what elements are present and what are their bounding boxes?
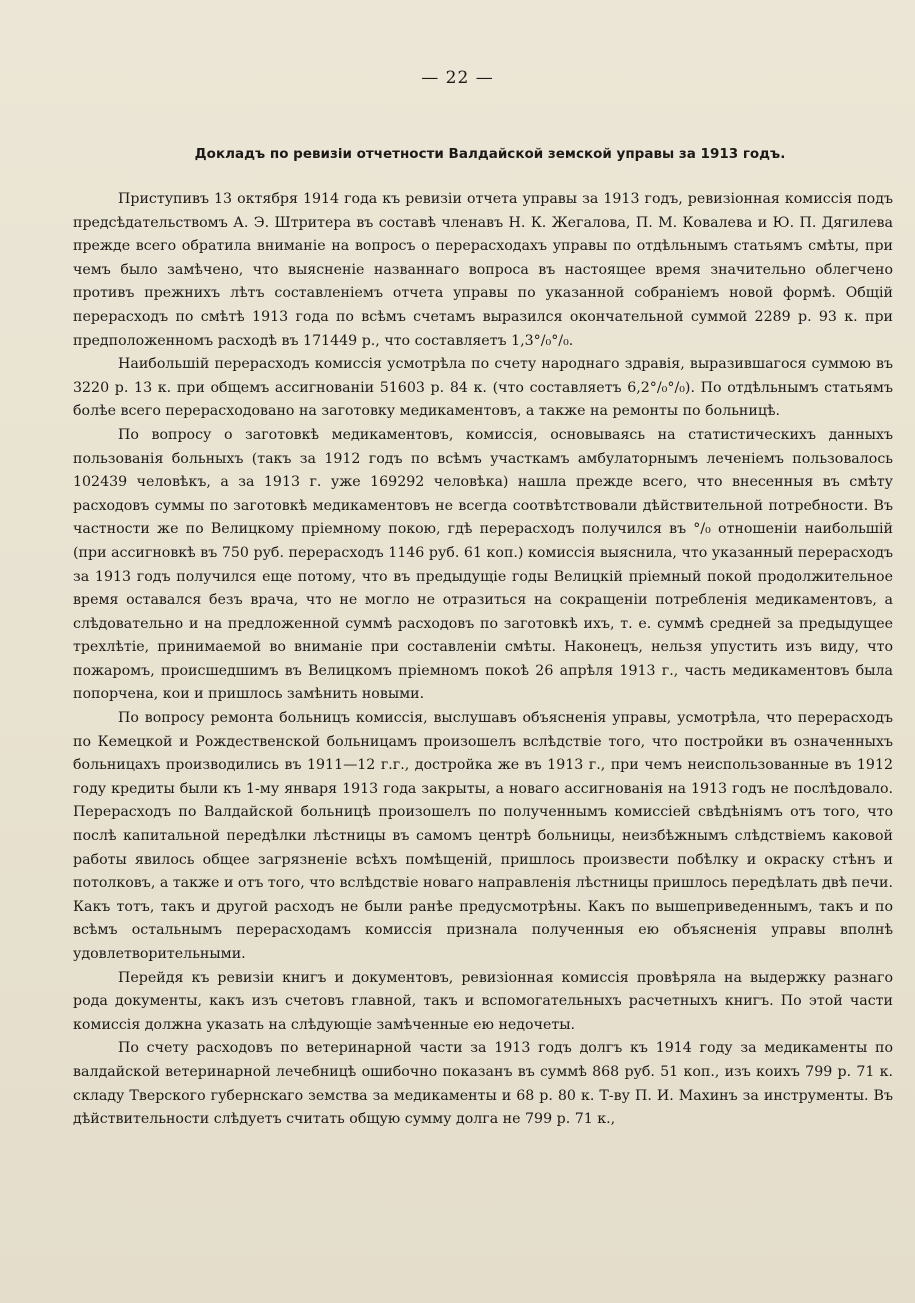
paragraph-4: По вопросу ремонта больницъ комиссія, выслушавъ объясненія управы, усмотрѣла, что перерасходъ по Кемецкой и Рождественской больницамъ произошелъ вслѣдствіе того, что постройки въ означенныхъ больницахъ производились въ 1911—12 г.г., достройка же въ 1913 г., при чемъ неиспользованные въ 1912 году кредиты были къ 1-му января 1913 года закрыты, а новаго ассигнованія на 1913 годъ не послѣдовало. Перерасходъ по Валдайской больницѣ произошелъ по полученнымъ комиссіей свѣдѣніямъ отъ того, что послѣ капитальной передѣлки лѣстницы въ самомъ центрѣ больницы, неизбѣжнымъ слѣдствіемъ каковой работы явилось общее загрязненіе всѣхъ помѣщеній, пришлось произвести побѣлку и окраску стѣнъ и потолковъ, а также и отъ того, что вслѣдствіе новаго направленія лѣстницы пришлось передѣлать двѣ печи. Какъ тотъ, такъ и другой расходъ не были ранѣе предусмотрѣны. Какъ по вышеприведеннымъ, такъ и по всѣмъ остальнымъ перерасходамъ комиссія признала полученныя ею объясненія управы вполнѣ удовлетворительными. [73,710,893,962]
document-body [73,188,893,1132]
document-title: Докладъ по ревизіи отчетности Валдайской земской управы за 1913 годъ. [194,146,786,162]
paragraph-2: Наибольшій перерасходъ комиссія усмотрѣла по счету народнаго здравія, выразившагося суммою въ 3220 р. 13 к. при общемъ ассигнованіи 51603 р. 84 к. (что составляетъ 6,2°/₀°/₀). По отдѣльнымъ статьямъ болѣе всего перерасходовано на заготовку медикаментовъ, а также на ремонты по больницѣ. [73,356,893,420]
paragraph-5: Перейдя къ ревизіи книгъ и документовъ, ревизіонная комиссія провѣряла на выдержку разнаго рода документы, какъ изъ счетовъ главной, такъ и вспомогательныхъ расчетныхъ книгъ. По этой части комиссія должна указать на слѣдующіе замѣченные ею недочеты. [73,969,893,1033]
page-number: — 22 — [421,68,494,88]
paragraph-1: Приступивъ 13 октября 1914 года къ ревизіи отчета управы за 1913 годъ, ревизіонная комиссія подъ предсѣдательствомъ А. Э. Штритера въ составѣ членавъ Н. К. Жегалова, П. М. Ковалева и Ю. П. Дягилева прежде всего обратила вниманіе на вопросъ о перерасходахъ управы по отдѣльнымъ статьямъ смѣты, при чемъ было замѣчено, что выясненіе названнаго вопроса въ настоящее время значительно облегчено противъ прежнихъ лѣтъ составленіемъ отчета управы по указанной собраніемъ новой формѣ. Общій перерасходъ по смѣтѣ 1913 года по всѣмъ счетамъ выразился окончательной суммой 2289 р. 93 к. при предположенномъ расходѣ въ 171449 р., что составляетъ 1,3°/₀°/₀. [73,191,893,349]
paragraph-3: По вопросу о заготовкѣ медикаментовъ, комиссія, основываясь на статистическихъ данныхъ пользованія больныхъ (такъ за 1912 годъ по всѣмъ участкамъ амбулаторнымъ леченіемъ пользовалось 102439 человѣкъ, а за 1913 г. уже 169292 человѣка) нашла прежде всего, что внесенныя въ смѣту расходовъ суммы по заготовкѣ медикаментовъ не всегда соотвѣтствовали дѣйствительной потребности. Въ частности же по Велицкому пріемному покою, гдѣ перерасходъ получился въ °/₀ отношеніи наибольшій (при ассигновкѣ въ 750 руб. перерасходъ 1146 руб. 61 коп.) комиссія выяснила, что указанный перерасходъ за 1913 годъ получился еще потому, что въ предыдущіе годы Велицкій пріемный покой продолжительное время оставался безъ врача, что не могло не отразиться на сокращеніи потребленія медикаментовъ, а слѣдовательно и на предложенной суммѣ расходовъ по заготовкѣ ихъ, т. е. суммѣ средней за предыдущее трехлѣтіе, принимаемой во вниманіе при составленіи смѣты. Наконецъ, нельзя упустить изъ виду, что пожаромъ, происшедшимъ въ Велицкомъ пріемномъ покоѣ 26 апрѣля 1913 г., часть медикаментовъ была попорчена, кои и пришлось замѣнить новыми. [73,426,893,703]
paragraph-6: По счету расходовъ по ветеринарной части за 1913 годъ долгъ къ 1914 году за медикаменты по валдайской ветеринарной лечебницѣ ошибочно показанъ въ суммѣ 868 руб. 51 коп., изъ коихъ 799 р. 71 к. складу Тверского губернскаго земства за медикаменты и 68 р. 80 к. Т-ву П. И. Махинъ за инструменты. Въ дѣйствительности слѣдуетъ считать общую сумму долга не 799 р. 71 к., [73,1040,893,1128]
